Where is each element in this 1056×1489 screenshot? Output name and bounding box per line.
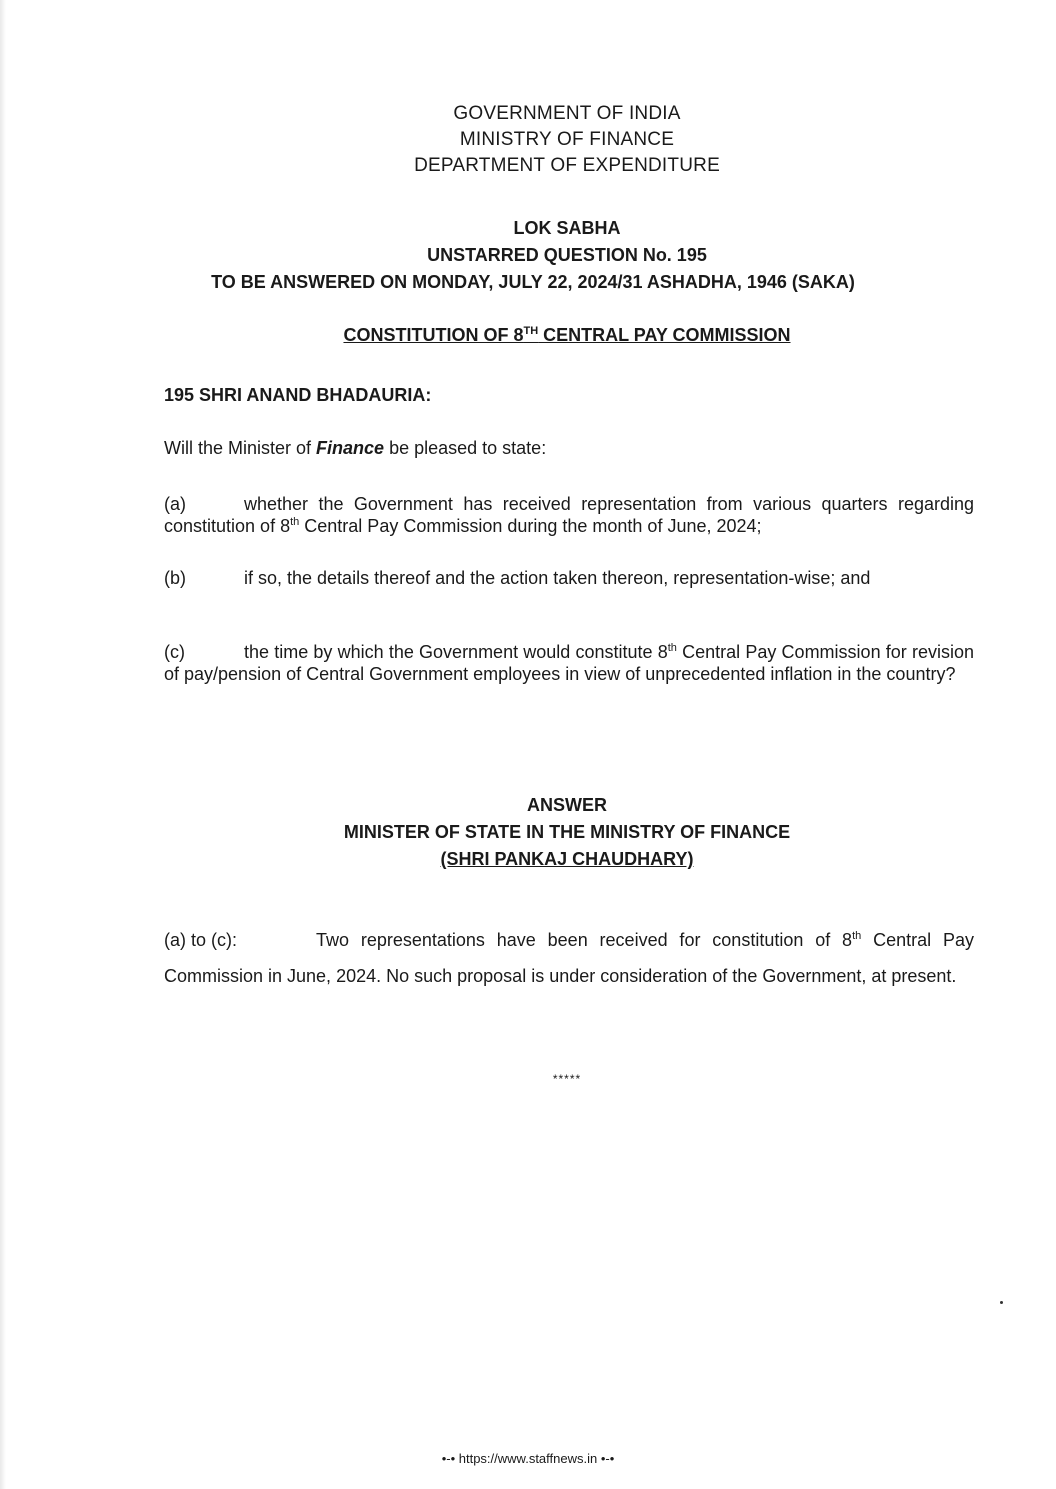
question-a-label: (a) — [164, 494, 186, 514]
question-number: UNSTARRED QUESTION No. 195 — [427, 245, 707, 265]
subject-prefix: CONSTITUTION OF 8 — [343, 325, 524, 345]
answering-minister: MINISTER OF STATE IN THE MINISTRY OF FINANCE — [343, 822, 791, 842]
letterhead-government: GOVERNMENT OF INDIA — [453, 103, 681, 124]
question-b — [164, 567, 974, 589]
answer-heading — [0, 792, 1056, 873]
scan-speck — [1000, 1301, 1003, 1304]
question-heading — [0, 215, 1056, 296]
subject-title — [0, 322, 1056, 349]
question-intro — [164, 437, 974, 459]
letterhead-department: DEPARTMENT OF EXPENDITURE — [414, 155, 720, 176]
footer-url: •-• https://www.staffnews.in •-• — [441, 1451, 615, 1466]
question-c — [164, 641, 974, 685]
question-a-text-before: whether the Government has received representation from various quarters regarding constitution of 8 — [164, 494, 974, 536]
question-c-sup: th — [667, 642, 677, 654]
letterhead-ministry: MINISTRY OF FINANCE — [459, 129, 675, 150]
question-a-text-after: Central Pay Commission during the month of June, 2024; — [299, 516, 762, 536]
letterhead — [0, 101, 1056, 179]
question-c-text-after: Central Pay Commission for revision of pay/pension of Central Government employees in view of unprecedented inflation in the country? — [164, 642, 974, 684]
answer-sup: th — [852, 930, 862, 942]
question-b-label: (b) — [164, 568, 186, 588]
answer-text-before: Two representations have been received for constitution of 8 — [316, 930, 853, 950]
end-marker: ***** — [552, 1072, 582, 1086]
intro-after: be pleased to state: — [384, 438, 547, 458]
question-a-sup: th — [290, 516, 300, 528]
house-name: LOK SABHA — [513, 218, 621, 238]
minister-name: (SHRI PANKAJ CHAUDHARY) — [440, 849, 694, 869]
answer-text — [164, 922, 974, 994]
answer-date: TO BE ANSWERED ON MONDAY, JULY 22, 2024/31 ASHADHA, 1946 (SAKA) — [211, 272, 855, 292]
answer-text-after: Central Pay Commission in June, 2024. No such proposal is under consideration of the Government, at present. — [164, 930, 975, 986]
question-b-text: if so, the details thereof and the action taken thereon, representation-wise; and — [244, 568, 871, 588]
intro-emphasis: Finance — [316, 438, 385, 458]
subject-suffix: CENTRAL PAY COMMISSION — [538, 325, 791, 345]
answer-label: (a) to (c): — [164, 930, 238, 950]
answer-title: ANSWER — [527, 795, 607, 815]
question-c-text-before: the time by which the Government would constitute 8 — [244, 642, 668, 662]
subject-superscript: TH — [523, 325, 539, 337]
member-name: 195 SHRI ANAND BHADAURIA: — [164, 385, 432, 405]
intro-before: Will the Minister of — [164, 438, 317, 458]
question-c-label: (c) — [164, 642, 185, 662]
question-a — [164, 493, 974, 537]
